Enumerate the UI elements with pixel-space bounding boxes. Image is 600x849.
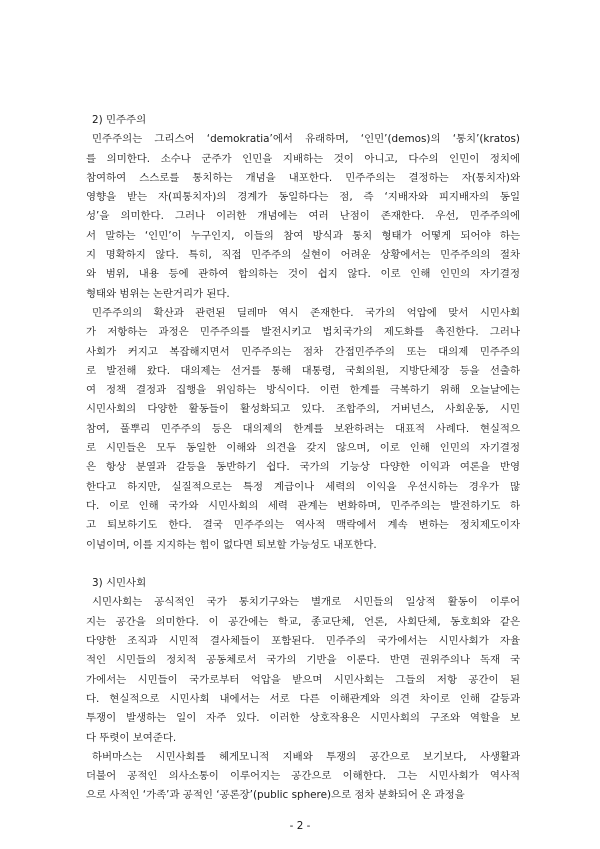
text-line: 성’을 의미한다. 그러나 이러한 개념에는 여러 난점이 존재한다. 우선, 민주주의에: [86, 210, 520, 223]
paragraph: [86, 748, 520, 806]
paragraph: [86, 593, 520, 747]
text-line: 하버마스는 시민사회를 헤게모니적 지배와 투쟁의 공간으로 보기보다, 사생활과: [92, 750, 520, 763]
text-line: 한다고 하지만, 실질적으로는 특정 계급이나 세력의 이익을 우선시하는 경우가 많: [86, 480, 520, 493]
text-line: 영향을 받는 자(피통치자)의 경계가 동일하다는 점, 즉 ‘지배자와 피지배자의 동일: [86, 191, 520, 204]
text-line: 시민사회는 공식적인 국가 통치기구와는 별개로 시민들의 일상적 활동이 이루어: [92, 596, 520, 609]
text-line: 가 저항하는 과정은 민주주의를 발전시키고 법치국가의 제도화를 촉진한다. 그러나: [86, 326, 520, 339]
text-line: 민주주의의 확산과 관련된 딜레마 역시 존재한다. 국가의 억압에 맞서 시민사회: [92, 306, 520, 319]
text-line: 고 퇴보하기도 한다. 결국 민주주의는 역사적 맥락에서 계속 변하는 정치제도이자: [86, 519, 520, 532]
paragraph: [86, 304, 520, 555]
text-line: 사회가 커지고 복잡해지면서 민주주의는 점차 간접민주주의 또는 대의제 민주주의: [86, 345, 520, 358]
section-heading: 3) 시민사회: [92, 577, 147, 590]
text-line: 로 발전해 왔다. 대의제는 선거를 통해 대통령, 국회의원, 지방단체장 등을 선출하: [86, 364, 520, 377]
text-line: 다양한 조직과 시민적 결사체들이 포함된다. 민주주의 국가에서는 시민사회가 자율: [86, 635, 520, 648]
section-heading: 2) 민주주의: [92, 114, 147, 126]
text-line: 를 의미한다. 소수나 군주가 인민을 지배하는 것이 아니고, 다수의 인민이 정치에: [86, 152, 520, 165]
text-line: 다 뚜렷이 보여준다.: [86, 731, 177, 744]
text-line: 시민사회의 다양한 활동들이 활성화되고 있다. 조합주의, 거버넌스, 사회운동, 시민: [86, 403, 520, 416]
page-content: [86, 111, 520, 806]
text-line: 서 말하는 ‘인민’이 누구인지, 이들의 참여 방식과 통치 형태가 어떻게 되어야 하는: [86, 229, 520, 242]
text-line: 으로 사적인 ‘가족’과 공적인 ‘공론장’(public sphere)으로 점차 분화되어 온 과정을: [86, 789, 465, 802]
page-number: - 2 -: [289, 820, 311, 832]
text-line: 가에서는 시민들이 국가로부터 억압을 받으며 시민사회는 그들의 저항 공간이 된: [86, 673, 520, 686]
text-line: 투쟁이 발생하는 일이 자주 있다. 이러한 상호작용은 시민사회의 구조와 역할을 보: [86, 712, 520, 725]
text-line: 와 범위, 내용 등에 관하여 합의하는 것이 쉽지 않다. 이로 인해 인민의 자기결정: [86, 268, 520, 281]
text-line: 형태와 범위는 논란거리가 된다.: [86, 287, 230, 300]
text-line: 은 항상 분열과 갈등을 동반하기 쉽다. 국가의 기능상 다양한 이익과 여론을 반영: [86, 461, 520, 474]
text-line: 참여, 풀뿌리 민주주의 등은 대의제의 한계를 보완하려는 대표적 사례다. 현실적으: [86, 422, 520, 435]
text-line: 더불어 공적인 의사소통이 이루어지는 공간으로 이해한다. 그는 시민사회가 역사적: [86, 770, 520, 783]
text-line: 지는 공간을 의미한다. 이 공간에는 학교, 종교단체, 언론, 사회단체, 동호회와 같은: [86, 615, 520, 628]
text-line: 민주주의는 그리스어 ‘demokratia’에서 유래하며, ‘인민’(demos)의 ‘통치’(kratos): [92, 133, 520, 146]
text-line: 이념이며, 이를 지지하는 힘이 없다면 퇴보할 가능성도 내포한다.: [86, 538, 377, 551]
text-line: 여 정책 결정과 집행을 위임하는 방식이다. 이런 한계를 극복하기 위해 오늘날에는: [86, 384, 520, 397]
text-line: 로 시민들은 모두 동일한 이해와 의견을 갖지 않으며, 이로 인해 인민의 자기결정: [86, 442, 520, 455]
section-gap: [86, 555, 520, 574]
paragraph: [86, 130, 520, 304]
text-line: 적인 시민들의 정치적 공동체로서 국가의 기반을 이룬다. 반면 권위주의나 독재 국: [86, 654, 520, 667]
text-line: 다. 이로 인해 국가와 시민사회의 세력 관계는 변화하며, 민주주의는 발전하기도 하: [86, 499, 520, 512]
text-line: 지 명확하지 않다. 특히, 직접 민주주의 실현이 어려운 상황에서는 민주주의의 절차: [86, 249, 520, 262]
text-line: 다. 현실적으로 시민사회 내에서는 서로 다른 이해관계와 의견 차이로 인해 갈등과: [86, 692, 520, 705]
text-line: 참여하여 스스로를 통치하는 개념을 내포한다. 민주주의는 결정하는 자(통치자)와: [86, 171, 520, 184]
